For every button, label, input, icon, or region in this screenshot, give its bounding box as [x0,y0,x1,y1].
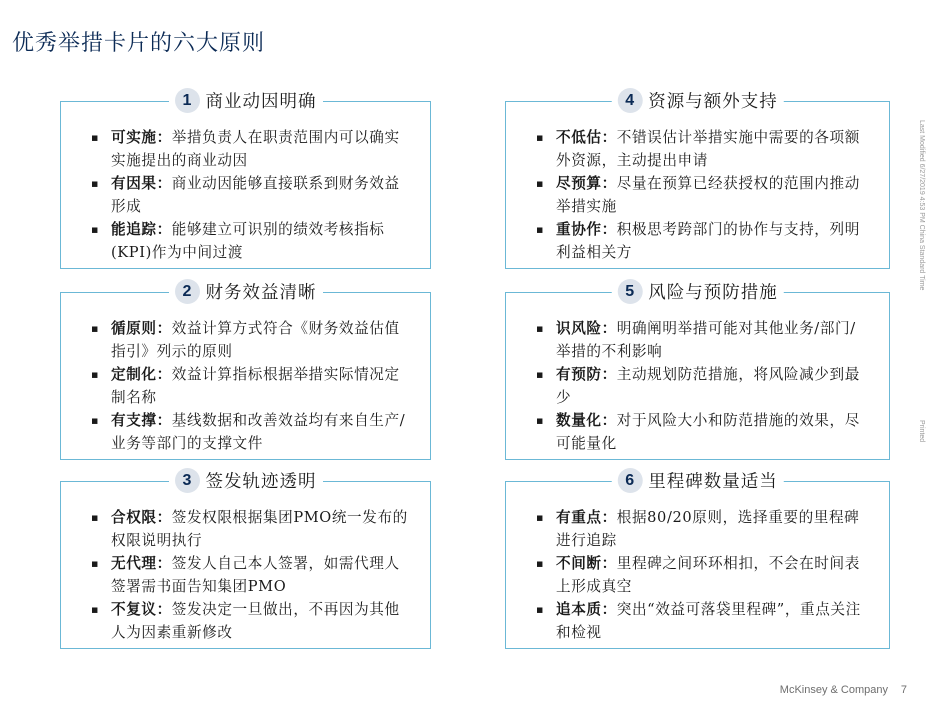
card-header [169,88,323,113]
card-title: 资源与额外支持 [648,92,778,112]
item-text: 基线数据和改善效益均有来自生产/业务等部门的支撑文件 [111,412,406,452]
footer-company: McKinsey & Company [779,684,888,696]
card-header [611,279,784,304]
item-key: 有预防： [556,366,617,383]
number-badge: 4 [617,88,642,113]
item-key: 不复议： [111,601,172,618]
list-item [91,506,410,552]
page-title: 优秀举措卡片的六大原则 [12,31,266,56]
item-text: 商业动因能够直接联系到财务效益形成 [111,175,400,215]
item-text: 举措负责人在职责范围内可以确实实施提出的商业动因 [111,129,400,169]
item-key: 尽预算： [556,175,617,192]
item-key: 无代理： [111,555,172,572]
principle-list [91,126,410,264]
number-badge: 6 [617,468,642,493]
list-item [91,172,410,218]
item-key: 有重点： [556,509,617,526]
item-key: 数量化： [556,412,617,429]
item-text: 尽量在预算已经获授权的范围内推动举措实施 [556,175,860,215]
item-key: 能追踪： [111,221,172,238]
number-badge: 1 [175,88,200,113]
item-key: 识风险： [556,320,617,337]
list-item [91,409,410,455]
printed-note: Printed [918,420,925,443]
card-title: 财务效益清晰 [205,283,317,303]
item-text: 签发决定一旦做出，不再因为其他人为因素重新修改 [111,601,400,641]
item-text: 明确阐明举措可能对其他业务/部门/举措的不利影响 [556,320,856,360]
card-header [169,279,323,304]
number-badge: 3 [175,468,200,493]
principle-card-5 [505,282,890,460]
item-key: 合权限： [111,509,172,526]
list-item [91,363,410,409]
item-text: 里程碑之间环环相扣，不会在时间表上形成真空 [556,555,860,595]
card-title: 风险与预防措施 [648,283,778,303]
principle-list [91,506,410,644]
item-key: 有支撑： [111,412,172,429]
card-title: 商业动因明确 [205,92,317,112]
item-text: 积极思考跨部门的协作与支持，列明利益相关方 [556,221,860,261]
principle-list [91,317,410,455]
item-text: 效益计算方式符合《财务效益估值指引》列示的原则 [111,320,400,360]
item-key: 不间断： [556,555,617,572]
item-key: 有因果： [111,175,172,192]
card-title: 签发轨迹透明 [205,472,317,492]
list-item [91,598,410,644]
item-key: 追本质： [556,601,617,618]
item-key: 重协作： [556,221,617,238]
item-text: 效益计算指标根据举措实际情况定制名称 [111,366,400,406]
principle-list [536,126,869,264]
item-text: 签发人自己本人签署，如需代理人签署需书面告知集团PMO [111,555,400,595]
item-text: 不错误估计举措实施中需要的各项额外资源，主动提出申请 [556,129,860,169]
item-text: 签发权限根据集团PMO统一发布的权限说明执行 [111,509,408,549]
list-item [91,218,410,264]
page-number: 7 [900,684,907,696]
number-badge: 5 [617,279,642,304]
item-key: 定制化： [111,366,172,383]
list-item [536,552,869,598]
card-header [169,468,323,493]
principle-list [536,317,869,455]
number-badge: 2 [175,279,200,304]
item-text: 对于风险大小和防范措施的效果，尽可能量化 [556,412,860,452]
item-text: 突出“效益可落袋里程碑”，重点关注和检视 [556,601,861,641]
last-modified-note: Last Modified 6/27/2019 4:53 PM China Standard Time [918,120,925,291]
list-item [536,317,869,363]
card-title: 里程碑数量适当 [648,472,778,492]
list-item [536,126,869,172]
item-key: 可实施： [111,129,172,146]
principle-card-1 [60,91,431,269]
card-header [611,468,784,493]
item-key: 循原则： [111,320,172,337]
list-item [536,363,869,409]
principle-card-2 [60,282,431,460]
principle-card-6 [505,471,890,649]
principle-card-3 [60,471,431,649]
list-item [536,172,869,218]
list-item [536,409,869,455]
principle-card-4 [505,91,890,269]
item-text: 根据80/20原则，选择重要的里程碑进行追踪 [556,509,860,549]
item-text: 主动规划防范措施，将风险减少到最少 [556,366,860,406]
list-item [91,552,410,598]
principle-list [536,506,869,644]
item-key: 不低估： [556,129,617,146]
list-item [91,317,410,363]
card-header [611,88,784,113]
list-item [536,598,869,644]
list-item [91,126,410,172]
item-text: 能够建立可识别的绩效考核指标(KPI)作为中间过渡 [111,221,385,261]
list-item [536,506,869,552]
list-item [536,218,869,264]
